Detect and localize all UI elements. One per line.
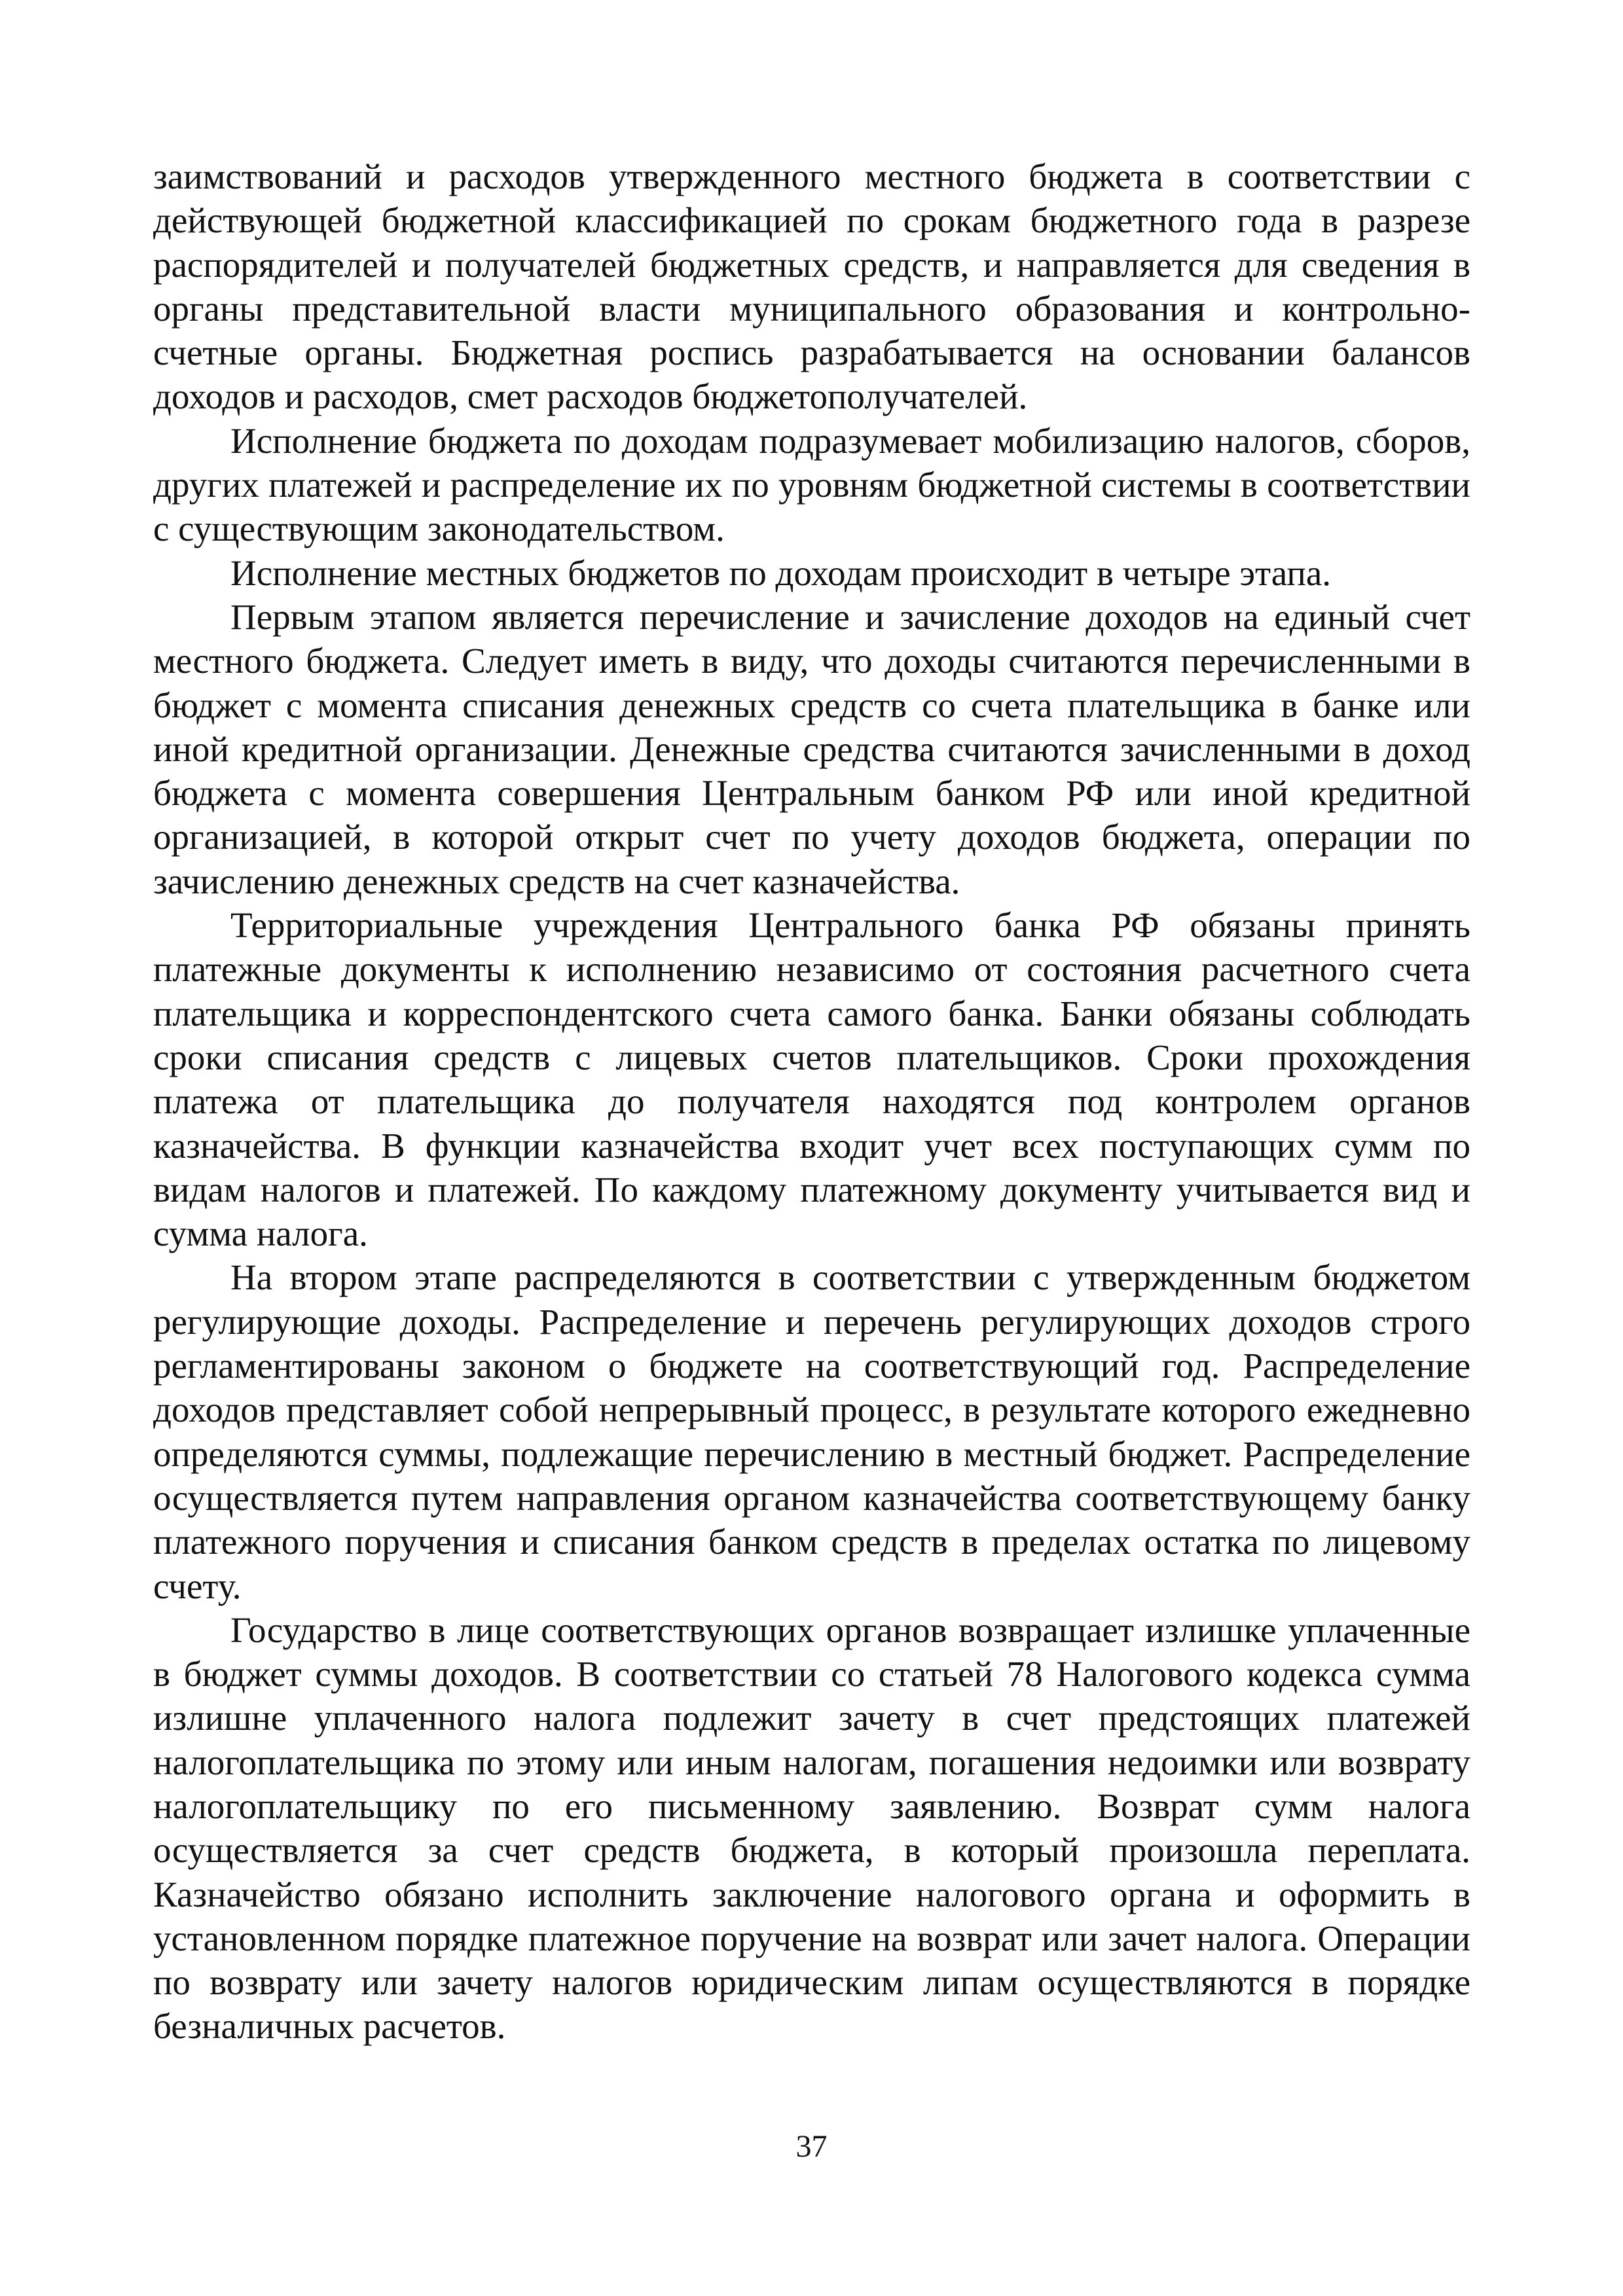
page-number: 37 (795, 2129, 828, 2164)
paragraph-continuation: заимствований и расходов утвержденного местного бюджета в соответствии с действующей бюджетной классификацией по срокам бюджетного года в разрезе распорядителей и получателей бюджетных средств, и направляется для сведения в органы представительной власти муниципального образования и контрольно-счетные органы. Бюджетная роспись разрабатывается на основании балансов доходов и расходов, смет расходов бюджетополучателей. (153, 156, 1470, 417)
paragraph: Исполнение бюджета по доходам подразумевает мобилизацию налогов, сборов, других платежей и распределение их по уровням бюджетной системы в соответствии с существующим законодательством. (153, 420, 1470, 549)
paragraph: Первым этапом является перечисление и зачисление доходов на единый счет местного бюджета. Следует иметь в виду, что доходы считаются перечисленными в бюджет с момента списания денежных средств со счета плательщика в банке или иной кредитной организации. Денежные средства считаются зачисленными в доход бюджета с момента совершения Центральным банком РФ или иной кредитной организацией, в которой открыт счет по учету доходов бюджета, операции по зачислению денежных средств на счет казначейства. (153, 596, 1470, 901)
paragraph: Исполнение местных бюджетов по доходам происходит в четыре этапа. (230, 552, 1331, 593)
paragraph: На втором этапе распределяются в соответствии с утвержденным бюджетом регулирующие доходы. Распределение и перечень регулирующих доходов строго регламентированы законом о бюджете на соответствующий год. Распределение доходов представляет собой непрерывный процесс, в результате которого ежедневно определяются суммы, подлежащие перечислению в местный бюджет. Распределение осуществляется путем направления органом казначейства соответствующему банку платежного поручения и списания банком средств в пределах остатка по лицевому счету. (153, 1257, 1470, 1606)
body-text (153, 154, 1470, 2049)
paragraph: Государство в лице соответствующих органов возвращает излишке уплаченные в бюджет суммы доходов. В соответствии со статьей 78 Налогового кодекса сумма излишне уплаченного налога подлежит зачету в счет предстоящих платежей налогоплательщика по этому или иным налогам, погашения недоимки или возврату налогоплательщику по его письменному заявлению. Возврат сумм налога осуществляется за счет средств бюджета, в который произошла переплата. Казначейство обязано исполнить заключение налогового органа и оформить в установленном порядке платежное поручение на возврат или зачет налога. Операции по возврату или зачету налогов юридическим липам осуществляются в порядке безналичных расчетов. (153, 1609, 1470, 2047)
paragraph: Территориальные учреждения Центрального банка РФ обязаны принять платежные документы к исполнению независимо от состояния расчетного счета плательщика и корреспондентского счета самого банка. Банки обязаны соблюдать сроки списания средств с лицевых счетов плательщиков. Сроки прохождения платежа от плательщика до получателя находятся под контролем органов казначейства. В функции казначейства входит учет всех поступающих сумм по видам налогов и платежей. По каждому платежному документу учитывается вид и сумма налога. (153, 905, 1470, 1254)
